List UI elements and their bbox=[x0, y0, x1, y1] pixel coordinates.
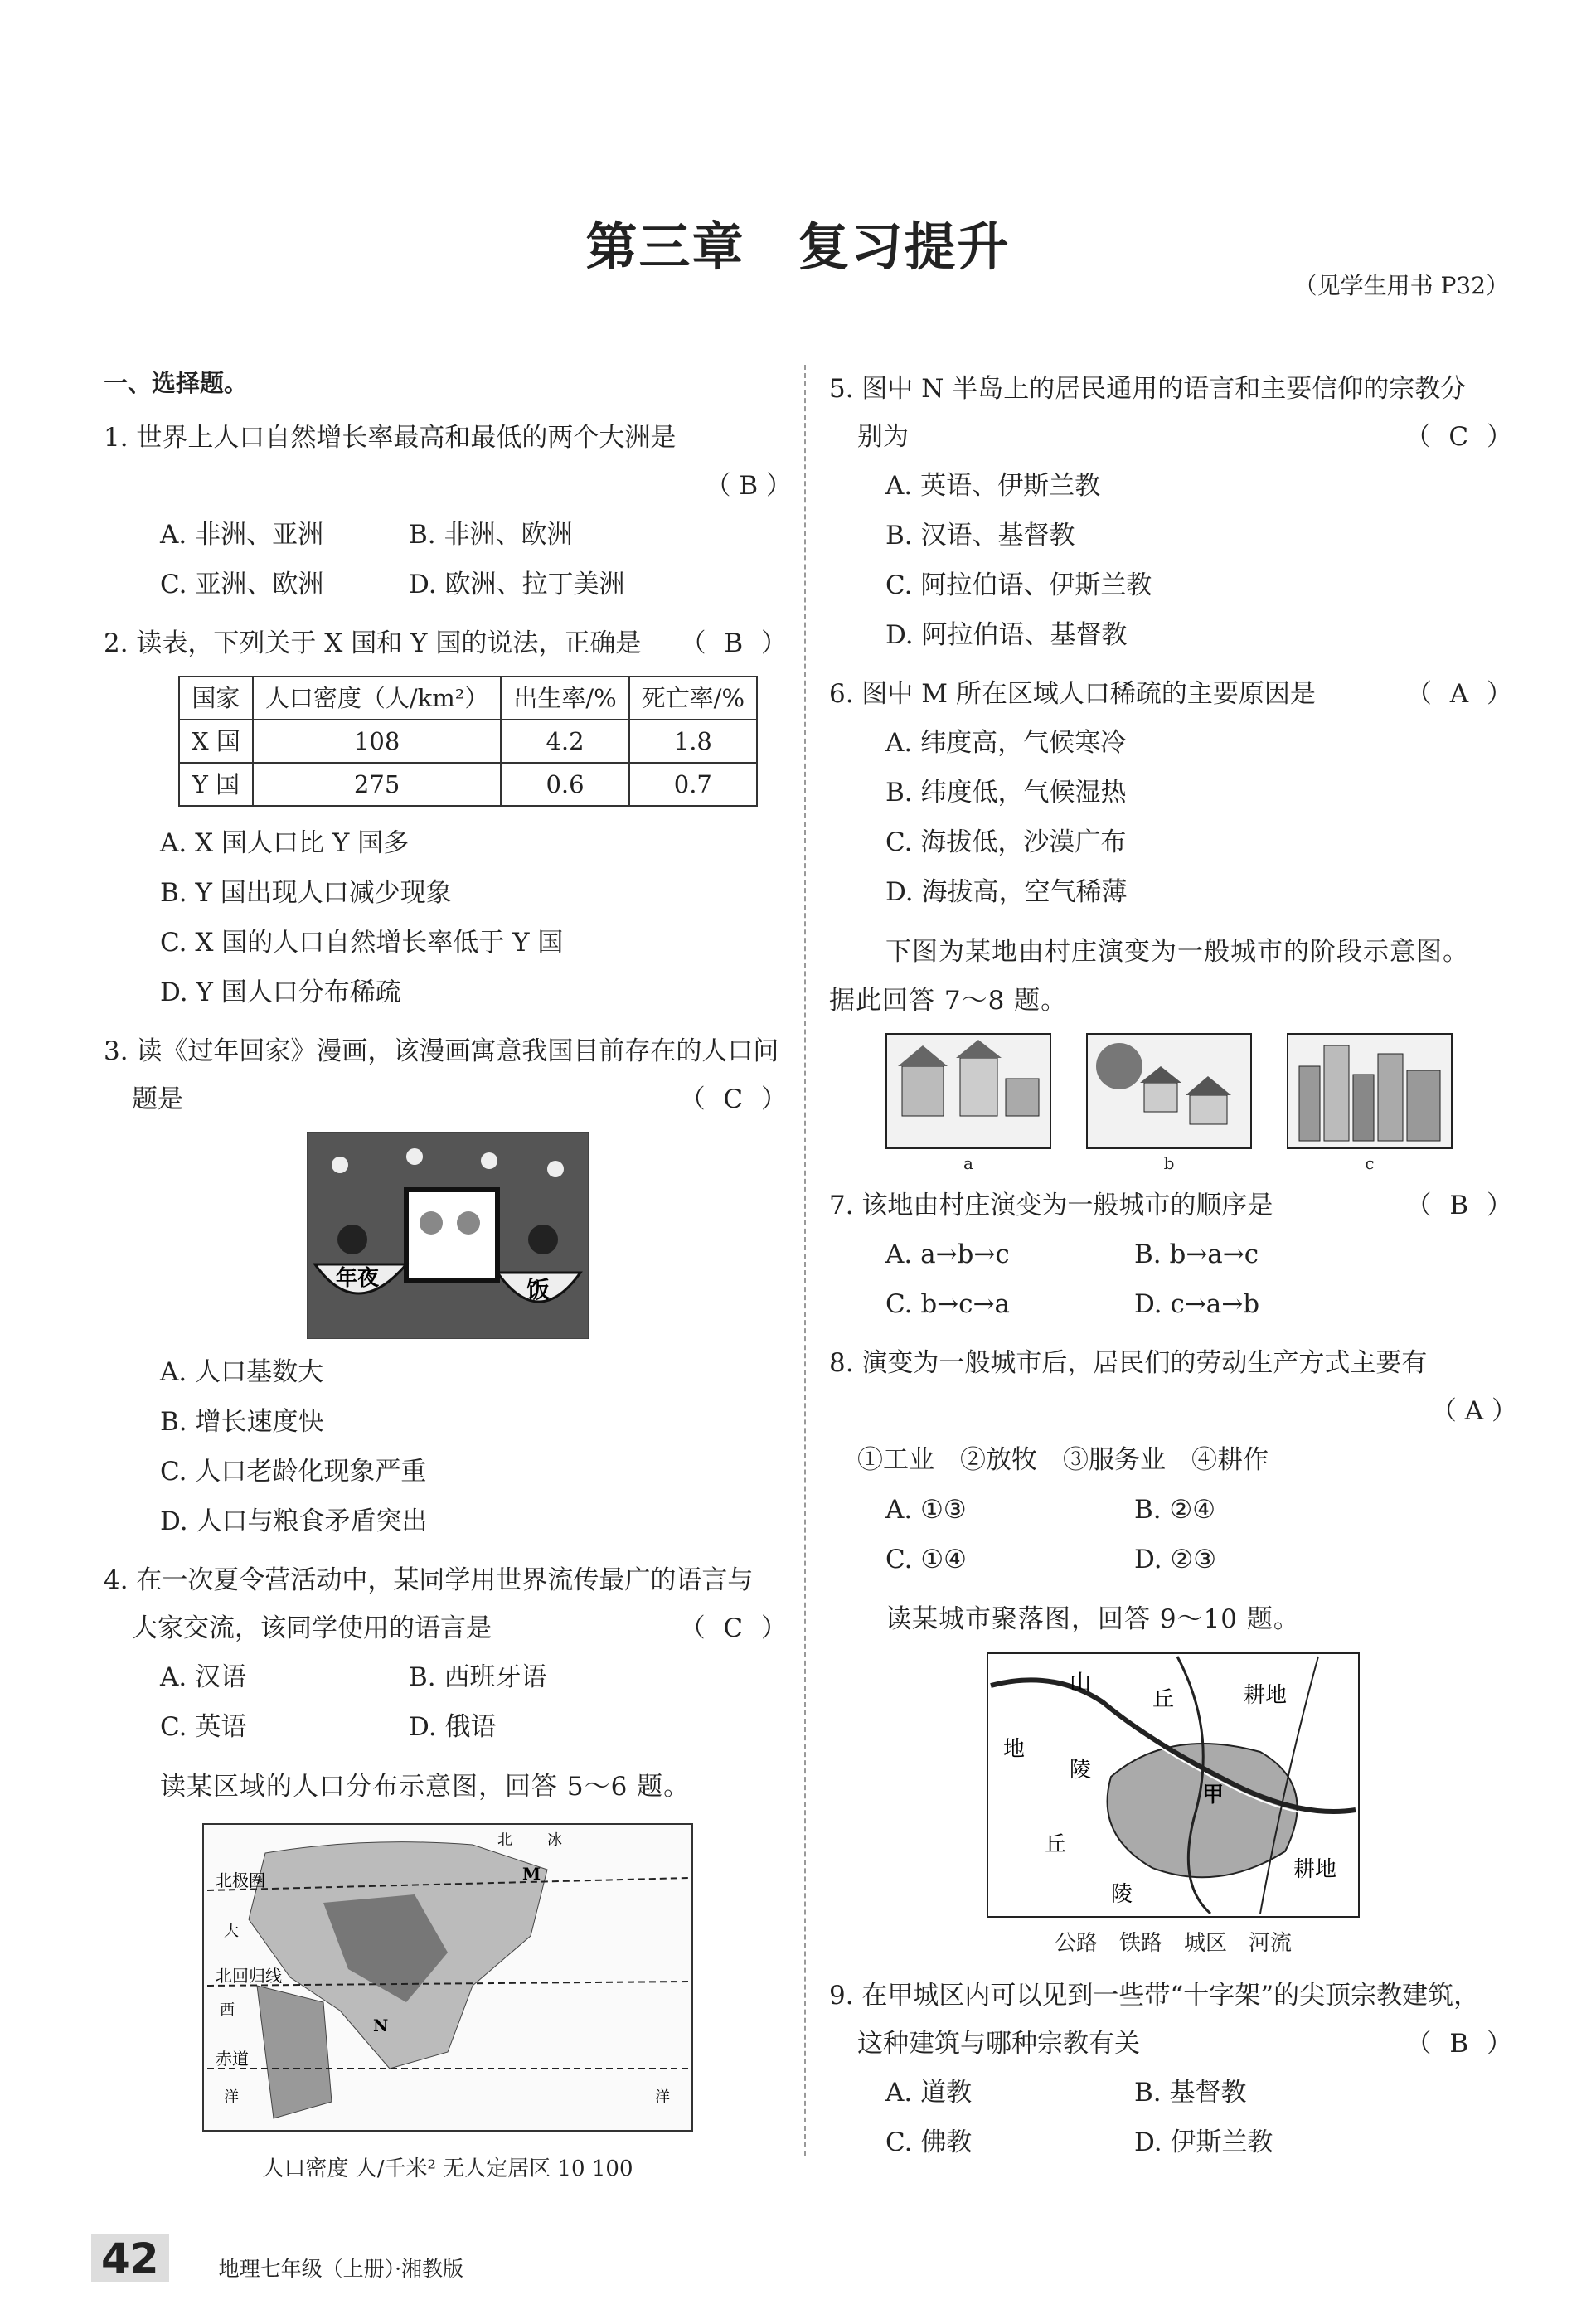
q9-opt-d: D. 伊斯兰教 bbox=[1134, 2127, 1273, 2157]
question-7 bbox=[829, 1181, 1517, 1329]
table-cell: 1.8 bbox=[629, 720, 757, 763]
q1-stem: 1. 世界上人口自然增长率最高和最低的两个大洲是 bbox=[104, 423, 677, 453]
population-table bbox=[178, 676, 758, 807]
q1-opt-d: D. 欧洲、拉丁美洲 bbox=[409, 570, 625, 599]
q5-answer: （ C ） bbox=[1404, 422, 1517, 452]
cartoon-text-nianye: 年夜 bbox=[336, 1266, 380, 1291]
stage-label-b: b bbox=[1163, 1153, 1175, 1173]
question-4 bbox=[104, 1556, 792, 1752]
city-label-di: 地 bbox=[1003, 1737, 1026, 1762]
q4-stem-line2: 大家交流，该同学使用的语言是 bbox=[132, 1613, 492, 1643]
map-label-n: N bbox=[373, 2016, 389, 2035]
stage-b bbox=[1086, 1033, 1252, 1173]
question-8 bbox=[829, 1339, 1517, 1584]
table-cell: 4.2 bbox=[501, 720, 628, 763]
legend-val-none: 无人定居区 bbox=[443, 2156, 551, 2181]
stage-c bbox=[1287, 1033, 1453, 1173]
q1-opt-a: A. 非洲、亚洲 bbox=[160, 520, 324, 550]
table-header: 国家 bbox=[179, 677, 253, 720]
q3-opt-b: B. 增长速度快 bbox=[160, 1407, 324, 1437]
q9-answer: （ B ） bbox=[1405, 2029, 1517, 2059]
q7-opt-a: A. a→b→c bbox=[885, 1239, 1010, 1269]
city-label-shan: 山 bbox=[1070, 1671, 1092, 1695]
intro-9-10: 读某城市聚落图，回答 9～10 题。 bbox=[885, 1604, 1300, 1634]
table-cell: X 国 bbox=[179, 720, 253, 763]
table-cell: 0.7 bbox=[629, 763, 757, 806]
reference-note: （见学生用书 P32） bbox=[1293, 272, 1509, 299]
table-cell: 108 bbox=[253, 720, 501, 763]
intro-7-8-line2: 据此回答 7～8 题。 bbox=[829, 986, 1068, 1016]
map-label-m: M bbox=[522, 1864, 541, 1884]
q8-answer: （ A ） bbox=[1430, 1396, 1517, 1426]
q4-opt-d: D. 俄语 bbox=[409, 1712, 497, 1742]
q3-opt-d: D. 人口与粮食矛盾突出 bbox=[160, 1506, 428, 1536]
stage-b-image bbox=[1086, 1033, 1252, 1149]
map-label-ocean-1: 北 bbox=[497, 1831, 512, 1849]
city-map bbox=[987, 1652, 1360, 1918]
q7-opt-d: D. c→a→b bbox=[1134, 1289, 1260, 1319]
table-cell: 0.6 bbox=[501, 763, 628, 806]
q9-stem-line1: 9. 在甲城区内可以见到一些带“十字架”的尖顶宗教建筑， bbox=[829, 1981, 1480, 2011]
q9-opt-b: B. 基督教 bbox=[1134, 2078, 1247, 2108]
map-label-tropic-cancer: 北回归线 bbox=[216, 1966, 282, 1986]
q6-answer: （ A ） bbox=[1405, 679, 1517, 709]
q3-opt-a: A. 人口基数大 bbox=[160, 1357, 324, 1387]
stage-label-a: a bbox=[963, 1153, 973, 1173]
q5-opt-d: D. 阿拉伯语、基督教 bbox=[885, 620, 1128, 650]
population-map bbox=[199, 1820, 696, 2143]
q2-opt-b: B. Y 国出现人口减少现象 bbox=[160, 878, 452, 908]
table-header: 出生率/% bbox=[501, 677, 628, 720]
city-map-legend: 公路 铁路 城区 河流 bbox=[1054, 1931, 1292, 1956]
q8-items: ①工业 ②放牧 ③服务业 ④耕作 bbox=[857, 1445, 1269, 1475]
q9-opt-c: C. 佛教 bbox=[885, 2127, 973, 2157]
city-label-farmland-1: 耕地 bbox=[1244, 1683, 1288, 1708]
map-label-ocean-5: 西 bbox=[220, 2001, 235, 2019]
q3-stem-line1: 3. 读《过年回家》漫画，该漫画寓意我国目前存在的人口问 bbox=[104, 1036, 779, 1066]
left-column bbox=[104, 365, 792, 2197]
legend-unit: 人/千米² bbox=[355, 2156, 436, 2181]
q5-opt-a: A. 英语、伊斯兰教 bbox=[885, 471, 1101, 501]
stage-images bbox=[829, 1033, 1517, 1173]
page-number: 42 bbox=[91, 2234, 169, 2282]
question-9 bbox=[829, 1972, 1517, 2167]
page-footer bbox=[91, 2234, 463, 2282]
cartoon-text-fan: 饭 bbox=[526, 1276, 551, 1303]
q2-opt-d: D. Y 国人口分布稀疏 bbox=[160, 978, 401, 1007]
stage-c-image bbox=[1287, 1033, 1453, 1149]
question-1 bbox=[104, 414, 792, 609]
q8-opt-c: C. ①④ bbox=[885, 1545, 967, 1574]
q5-opt-b: B. 汉语、基督教 bbox=[885, 521, 1075, 551]
intro-5-6: 读某区域的人口分布示意图，回答 5～6 题。 bbox=[160, 1772, 691, 1802]
stage-label-c: c bbox=[1365, 1153, 1375, 1173]
city-label-jia: 甲 bbox=[1202, 1783, 1225, 1807]
city-label-qiu: 丘 bbox=[1152, 1687, 1175, 1712]
q9-stem-line2: 这种建筑与哪种宗教有关 bbox=[857, 2029, 1140, 2059]
question-3 bbox=[104, 1027, 792, 1546]
q5-stem-line2: 别为 bbox=[857, 422, 909, 452]
q6-opt-c: C. 海拔低，沙漠广布 bbox=[885, 827, 1127, 857]
q6-opt-b: B. 纬度低，气候湿热 bbox=[885, 778, 1127, 808]
city-label-farmland-2: 耕地 bbox=[1293, 1857, 1337, 1882]
table-cell: Y 国 bbox=[179, 763, 253, 806]
column-divider bbox=[804, 365, 806, 2156]
map-label-ocean-2: 冰 bbox=[547, 1831, 562, 1849]
q2-stem: 2. 读表，下列关于 X 国和 Y 国的说法，正确是 bbox=[104, 628, 642, 658]
q6-stem: 6. 图中 M 所在区域人口稀疏的主要原因是 bbox=[829, 679, 1316, 709]
q7-answer: （ B ） bbox=[1405, 1191, 1517, 1220]
q8-stem: 8. 演变为一般城市后，居民们的劳动生产方式主要有 bbox=[829, 1348, 1428, 1378]
legend-val-10: 10 bbox=[557, 2156, 585, 2181]
stage-a bbox=[885, 1033, 1051, 1173]
q4-opt-a: A. 汉语 bbox=[160, 1662, 247, 1692]
q1-opt-b: B. 非洲、欧洲 bbox=[409, 520, 573, 550]
table-cell: 275 bbox=[253, 763, 501, 806]
q4-opt-c: C. 英语 bbox=[160, 1712, 247, 1742]
legend-title: 人口密度 bbox=[262, 2156, 349, 2181]
map-legend bbox=[104, 2151, 792, 2182]
q7-opt-b: B. b→a→c bbox=[1134, 1239, 1259, 1269]
map-label-arctic-circle: 北极圈 bbox=[216, 1870, 265, 1890]
question-6 bbox=[829, 670, 1517, 917]
city-label-ling-1: 陵 bbox=[1070, 1758, 1092, 1783]
q7-stem: 7. 该地由村庄演变为一般城市的顺序是 bbox=[829, 1191, 1273, 1220]
q9-opt-a: A. 道教 bbox=[885, 2078, 973, 2108]
table-header: 人口密度（人/km²） bbox=[253, 677, 501, 720]
q2-opt-c: C. X 国的人口自然增长率低于 Y 国 bbox=[160, 928, 564, 958]
q6-opt-d: D. 海拔高，空气稀薄 bbox=[885, 877, 1128, 907]
page-title: 第三章 复习提升 bbox=[585, 216, 1011, 277]
map-label-ocean-3: 大 bbox=[224, 1923, 239, 1940]
question-5 bbox=[829, 365, 1517, 660]
q4-stem-line1: 4. 在一次夏令营活动中，某同学用世界流传最广的语言与 bbox=[104, 1565, 754, 1595]
q4-opt-b: B. 西班牙语 bbox=[409, 1662, 547, 1692]
q3-stem-line2: 题是 bbox=[132, 1084, 183, 1114]
q8-opt-d: D. ②③ bbox=[1134, 1545, 1217, 1574]
q1-answer: （ B ） bbox=[705, 471, 792, 501]
q3-answer: （ C ） bbox=[679, 1084, 792, 1114]
q8-opt-a: A. ①③ bbox=[885, 1495, 967, 1525]
map-label-ocean-6: 洋 bbox=[655, 2088, 670, 2106]
q5-opt-c: C. 阿拉伯语、伊斯兰教 bbox=[885, 570, 1152, 600]
city-label-ling-2: 陵 bbox=[1111, 1882, 1133, 1907]
right-column bbox=[829, 365, 1517, 2177]
stage-a-image bbox=[885, 1033, 1051, 1149]
cartoon-image bbox=[307, 1132, 589, 1339]
q8-opt-b: B. ②④ bbox=[1134, 1495, 1216, 1525]
intro-7-8-line1: 下图为某地由村庄演变为一般城市的阶段示意图。 bbox=[885, 937, 1469, 967]
q4-answer: （ C ） bbox=[679, 1613, 792, 1643]
map-label-equator: 赤道 bbox=[216, 2049, 249, 2069]
q5-stem-line1: 5. 图中 N 半岛上的居民通用的语言和主要信仰的宗教分 bbox=[829, 374, 1467, 404]
q2-opt-a: A. X 国人口比 Y 国多 bbox=[160, 828, 410, 858]
map-label-ocean-4: 洋 bbox=[224, 2088, 239, 2106]
city-label-qiu-2: 丘 bbox=[1045, 1832, 1067, 1857]
book-title: 地理七年级（上册）·湘教版 bbox=[218, 2257, 464, 2281]
legend-val-100: 100 bbox=[591, 2156, 633, 2181]
q6-opt-a: A. 纬度高，气候寒冷 bbox=[885, 728, 1127, 758]
q2-answer: （ B ） bbox=[680, 628, 792, 658]
question-2 bbox=[104, 619, 792, 1017]
table-header: 死亡率/% bbox=[629, 677, 757, 720]
section-heading: 一、选择题。 bbox=[104, 369, 249, 397]
q3-opt-c: C. 人口老龄化现象严重 bbox=[160, 1457, 427, 1487]
q1-opt-c: C. 亚洲、欧洲 bbox=[160, 570, 324, 599]
q7-opt-c: C. b→c→a bbox=[885, 1289, 1010, 1319]
